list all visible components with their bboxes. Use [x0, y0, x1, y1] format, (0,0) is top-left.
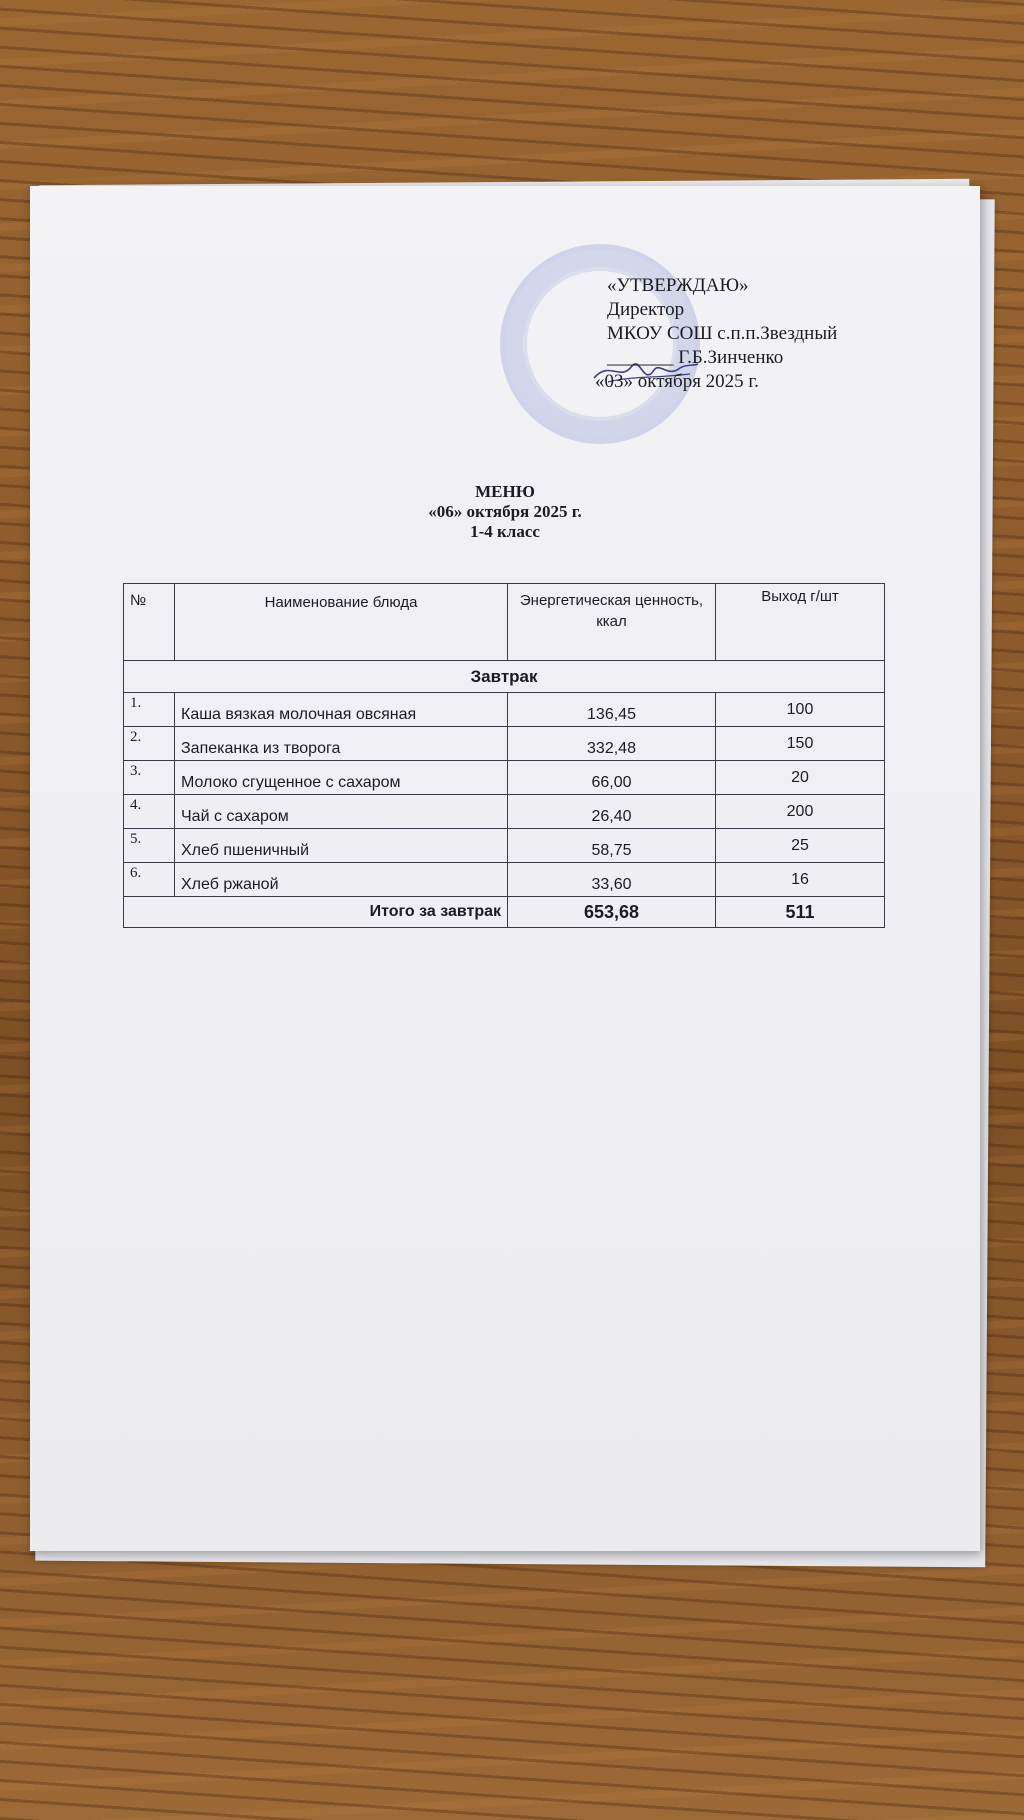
section-row: [124, 661, 885, 693]
header-num: №: [124, 584, 175, 661]
menu-title: МЕНЮ: [475, 482, 535, 501]
row-kcal: 332,48: [508, 727, 716, 761]
header-dish-name: Наименование блюда: [175, 584, 508, 661]
menu-date: «06» октября 2025 г.: [428, 502, 582, 521]
row-dish-name: Каша вязкая молочная овсяная: [175, 693, 508, 727]
row-output: 16: [716, 863, 885, 897]
row-num: 1.: [124, 693, 175, 727]
table-row: [124, 727, 885, 761]
menu-table: [123, 583, 885, 928]
row-kcal: 58,75: [508, 829, 716, 863]
approval-heading: «УТВЕРЖДАЮ»: [607, 275, 749, 296]
table-header-row: [124, 584, 885, 661]
row-kcal: 136,45: [508, 693, 716, 727]
row-output: 100: [716, 693, 885, 727]
table-row: [124, 829, 885, 863]
section-breakfast: Завтрак: [124, 661, 885, 693]
approval-block: [595, 274, 927, 394]
approval-date: «03» октября 2025 г.: [595, 371, 759, 392]
row-dish-name: Молоко сгущенное с сахаром: [175, 761, 508, 795]
row-num: 3.: [124, 761, 175, 795]
row-num: 6.: [124, 863, 175, 897]
menu-title-block: [30, 482, 980, 542]
row-output: 20: [716, 761, 885, 795]
row-output: 200: [716, 795, 885, 829]
table-row: [124, 761, 885, 795]
row-dish-name: Запеканка из творога: [175, 727, 508, 761]
total-kcal: 653,68: [508, 897, 716, 928]
header-energy-value: Энергетическая ценность, ккал: [508, 584, 716, 661]
approval-organization: МКОУ СОШ с.п.п.Звездный: [607, 323, 838, 344]
row-num: 2.: [124, 727, 175, 761]
row-dish-name: Хлеб ржаной: [175, 863, 508, 897]
row-output: 25: [716, 829, 885, 863]
total-row: [124, 897, 885, 928]
total-label: Итого за завтрак: [124, 897, 508, 928]
row-kcal: 33,60: [508, 863, 716, 897]
approval-signature-line: _______ Г.Б.Зинченко: [607, 347, 784, 368]
menu-document-page: [30, 186, 980, 1551]
row-dish-name: Чай с сахаром: [175, 795, 508, 829]
approval-position: Директор: [607, 299, 685, 320]
row-dish-name: Хлеб пшеничный: [175, 829, 508, 863]
row-kcal: 26,40: [508, 795, 716, 829]
row-output: 150: [716, 727, 885, 761]
table-row: [124, 863, 885, 897]
row-num: 4.: [124, 795, 175, 829]
header-output: Выход г/шт: [716, 584, 885, 661]
table-row: [124, 795, 885, 829]
menu-grade: 1-4 класс: [470, 522, 540, 541]
row-num: 5.: [124, 829, 175, 863]
row-kcal: 66,00: [508, 761, 716, 795]
total-output: 511: [716, 897, 885, 928]
table-row: [124, 693, 885, 727]
